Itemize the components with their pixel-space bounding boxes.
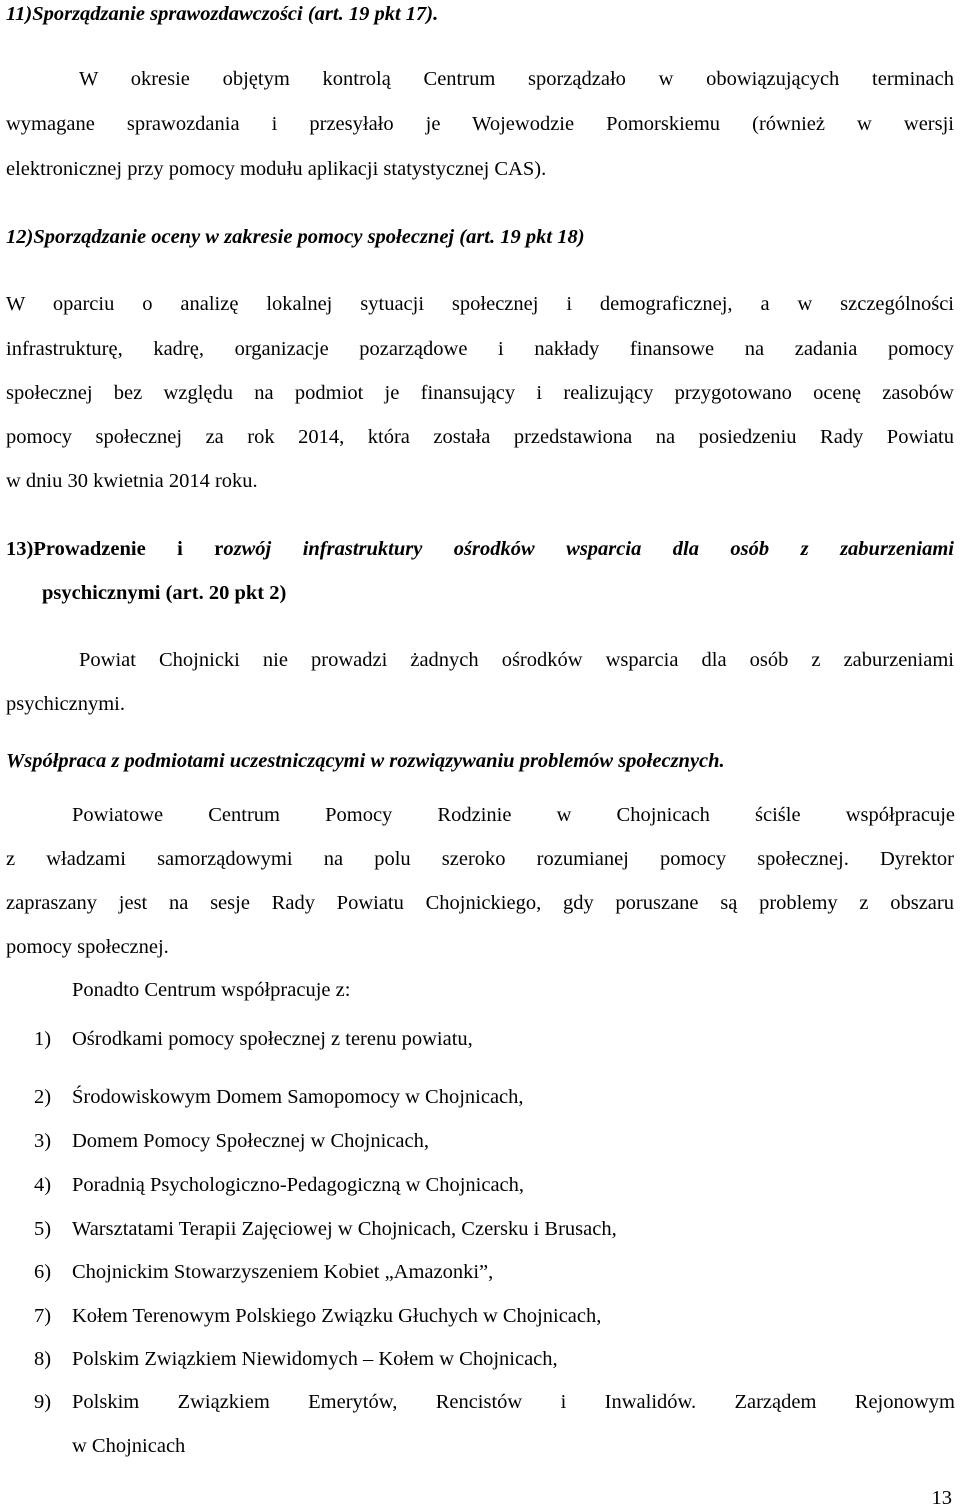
cooperation-paragraph-line: z władzami samorządowymi na polu szeroko rozumianej pomocy społecznej. Dyrektor	[6, 848, 954, 870]
section-11-heading: 11)Sporządzanie sprawozdawczości (art. 19 pkt 17).	[6, 3, 439, 25]
section-11-paragraph-line: wymagane sprawozdania i przesyłało je Wojewodzie Pomorskiemu (również w wersji	[6, 113, 954, 135]
list-item-number: 6)	[34, 1261, 52, 1283]
section-13-paragraph-line: psychicznymi.	[6, 693, 125, 715]
section-12-heading: 12)Sporządzanie oceny w zakresie pomocy społecznej (art. 19 pkt 18)	[6, 226, 585, 248]
list-item: Polskim Związkiem Niewidomych – Kołem w Chojnicach,	[72, 1348, 558, 1370]
section-12-paragraph-line: społecznej bez względu na podmiot je finansujący i realizujący przygotowano ocenę zasobów	[6, 382, 954, 404]
cooperation-paragraph-line: pomocy społecznej.	[6, 936, 169, 958]
list-item: Środowiskowym Domem Samopomocy w Chojnicach,	[72, 1086, 524, 1108]
list-item-number: 9)	[34, 1391, 52, 1413]
list-item-number: 4)	[34, 1174, 52, 1196]
list-item: Warsztatami Terapii Zajęciowej w Chojnicach, Czersku i Brusach,	[72, 1218, 617, 1240]
list-item: Kołem Terenowym Polskiego Związku Głuchych w Chojnicach,	[72, 1305, 602, 1327]
cooperation-paragraph-line: zapraszany jest na sesje Rady Powiatu Chojnickiego, gdy poruszane są problemy z obszaru	[6, 892, 954, 914]
list-item: Chojnickim Stowarzyszeniem Kobiet „Amazonki”,	[72, 1261, 494, 1283]
section-12-paragraph-line: w dniu 30 kwietnia 2014 roku.	[6, 470, 258, 492]
section-11-paragraph-line: elektronicznej przy pomocy modułu aplikacji statystycznej CAS).	[6, 158, 547, 180]
section-13-heading	[6, 537, 954, 561]
list-item: Polskim Związkiem Emerytów, Rencistów i Inwalidów. Zarządem Rejonowym	[72, 1391, 955, 1413]
cooperation-intro: Ponadto Centrum współpracuje z:	[72, 979, 351, 1001]
cooperation-heading: Współpraca z podmiotami uczestniczącymi w rozwiązywaniu problemów społecznych.	[6, 750, 725, 772]
section-13-paragraph-line: Powiat Chojnicki nie prowadzi żadnych ośrodków wsparcia dla osób z zaburzeniami	[79, 649, 954, 671]
list-item: Ośrodkami pomocy społecznej z terenu powiatu,	[72, 1028, 473, 1050]
list-item-number: 1)	[34, 1028, 52, 1050]
list-item: Poradnią Psychologiczno-Pedagogiczną w Chojnicach,	[72, 1174, 525, 1196]
section-13-heading-italic: ozwój infrastruktury ośrodków wsparcia dla osób z zaburzeniami	[223, 538, 954, 560]
page-number: 13	[931, 1487, 952, 1509]
list-item-number: 3)	[34, 1130, 52, 1152]
section-13-heading-bold: Prowadzenie i r	[33, 538, 224, 560]
cooperation-paragraph-line: Powiatowe Centrum Pomocy Rodzinie w Chojnicach ściśle współpracuje	[72, 804, 955, 826]
list-item-number: 5)	[34, 1218, 52, 1240]
list-item-number: 7)	[34, 1305, 52, 1327]
section-11-paragraph-line: W okresie objętym kontrolą Centrum sporządzało w obowiązujących terminach	[79, 68, 954, 90]
list-item-continuation: w Chojnicach	[72, 1435, 186, 1457]
section-13-heading-line-2: psychicznymi (art. 20 pkt 2)	[42, 582, 287, 604]
section-12-paragraph-line: pomocy społecznej za rok 2014, która została przedstawiona na posiedzeniu Rady Powiatu	[6, 426, 954, 448]
list-item-number: 8)	[34, 1348, 52, 1370]
section-12-paragraph-line: W oparciu o analizę lokalnej sytuacji społecznej i demograficznej, a w szczególności	[6, 293, 954, 315]
list-item: Domem Pomocy Społecznej w Chojnicach,	[72, 1130, 429, 1152]
section-13-number: 13)	[6, 538, 34, 560]
list-item-number: 2)	[34, 1086, 52, 1108]
section-12-paragraph-line: infrastrukturę, kadrę, organizacje pozarządowe i nakłady finansowe na zadania pomocy	[6, 338, 954, 360]
